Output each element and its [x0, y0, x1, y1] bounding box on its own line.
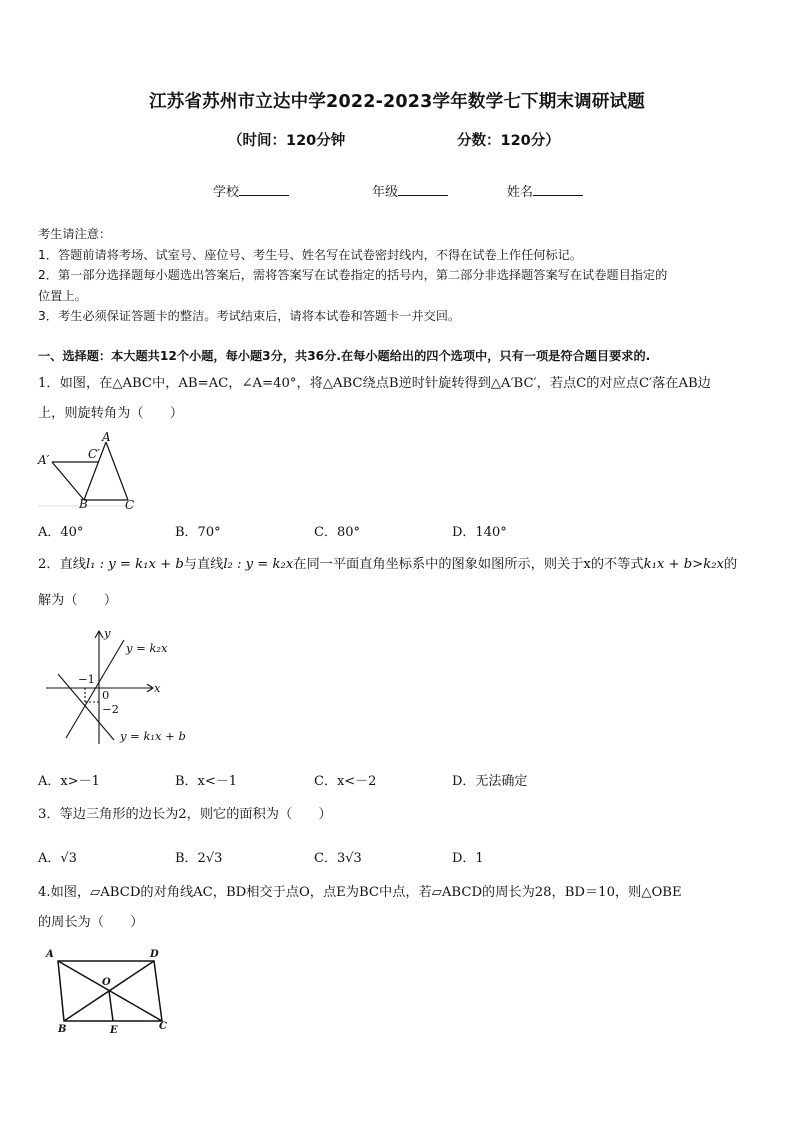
grade-blank [398, 183, 448, 196]
notice-item: 1．答题前请将考场、试室号、座位号、考生号、姓名写在试卷密封线内，不得在试卷上作任何标记。 [38, 247, 583, 262]
name-label: 姓名 [507, 185, 534, 200]
school-field [213, 181, 289, 200]
notice-heading: 考生请注意： [38, 227, 112, 241]
notice-block [38, 224, 760, 327]
notice-item: 位置上。 [38, 288, 87, 303]
q3-option-d[interactable]: D．1 [452, 851, 484, 866]
q2-line-l1: l₁ : y = k₁x + b [85, 557, 184, 572]
q2-line-k2x [66, 640, 124, 738]
q1-option-a[interactable]: A．40° [38, 525, 84, 540]
q2-option-a[interactable]: A．x>－1 [38, 774, 100, 789]
q4-label-a: A [46, 949, 54, 960]
q2-figure [40, 626, 190, 748]
q2-text: 在同一平面直角坐标系中的图象如图所示，则关于x的不等式 [293, 557, 644, 572]
grade-field [372, 181, 448, 200]
school-label: 学校 [213, 185, 240, 200]
q2-line2: 解为（ ） [38, 593, 118, 608]
q1-edge-ac [106, 442, 128, 500]
q1-option-d[interactable]: D．140° [452, 525, 507, 540]
q1-label-a: A [102, 430, 111, 444]
q3-option-a[interactable]: A．√3 [38, 851, 77, 866]
question-2 [38, 554, 763, 612]
q2-text: 与直线 [183, 557, 224, 572]
q4-line2: 的周长为（ ） [38, 915, 144, 930]
q2-text: 的 [723, 557, 738, 572]
school-blank [239, 183, 289, 196]
q2-option-b[interactable]: B．x<－1 [175, 774, 238, 789]
q1-label-a-prime: A′ [38, 453, 50, 467]
q4-label-o: O [102, 977, 111, 988]
question-3 [38, 804, 763, 826]
q3-option-b[interactable]: B．2√3 [175, 851, 223, 866]
notice-item: 3．考生必须保证答题卡的整洁。考试结束后，请将本试卷和答题卡一并交回。 [38, 309, 461, 323]
q4-label-b: B [58, 1024, 67, 1035]
page-title: 江苏省苏州市立达中学2022-2023学年数学七下期末调研试题 [149, 92, 645, 112]
q2-line1 [38, 554, 763, 576]
q2-label-l1: y = k₁x + b [120, 729, 186, 743]
q2-y-label: y [104, 626, 111, 640]
q3-line1: 3．等边三角形的边长为2，则它的面积为（ ） [38, 807, 332, 822]
q2-tick-neg1: −1 [78, 672, 95, 686]
q2-origin: 0 [102, 688, 110, 702]
question-4 [38, 882, 763, 934]
q2-x-label: x [154, 681, 161, 695]
q4-label-c: C [159, 1021, 167, 1032]
question-1 [38, 373, 763, 425]
q2-option-c[interactable]: C．x<－2 [314, 774, 377, 789]
q2-label-l2: y = k₂x [126, 641, 168, 655]
q4-figure [42, 945, 177, 1037]
name-blank [533, 183, 583, 196]
q4-label-d: D [150, 949, 159, 960]
q3-option-c[interactable]: C．3√3 [314, 851, 362, 866]
q1-label-b: B [79, 497, 88, 511]
grade-label: 年级 [372, 185, 399, 200]
section-heading: 一、选择题：本大题共12个小题，每小题3分，共36分.在每小题给出的四个选项中，只有一项是符合题目要求的. [38, 349, 651, 363]
q2-inequality: k₁x + b>k₂x [643, 557, 724, 572]
exam-time: （时间：120分钟 [228, 133, 346, 149]
name-field [507, 181, 583, 200]
exam-score: 分数：120分） [457, 133, 560, 149]
q1-label-c: C [125, 498, 135, 512]
notice-item: 2．第一部分选择题每小题选出答案后，需将答案写在试卷指定的括号内，第二部分非选择题答案写在试卷题目指定的 [38, 268, 668, 282]
q1-figure [36, 430, 140, 512]
q2-tick-neg2: −2 [102, 702, 119, 716]
q2-option-d[interactable]: D．无法确定 [452, 774, 528, 789]
q1-edge-a2b [52, 462, 84, 500]
q2-text: 2．直线 [38, 557, 86, 572]
q4-line1: 4.如图，▱ABCD的对角线AC，BD相交于点O，点E为BC中点，若▱ABCD的周长为28，BD＝10，则△OBE [38, 885, 682, 900]
q1-line1: 1．如图，在△ABC中，AB=AC，∠A=40°，将△ABC绕点B逆时针旋转得到△A′BC′，若点C的对应点C′落在AB边 [38, 376, 711, 391]
q1-option-b[interactable]: B．70° [175, 525, 221, 540]
q1-label-c-prime: C′ [88, 447, 100, 461]
q1-option-c[interactable]: C．80° [314, 525, 360, 540]
q4-segment-oe [109, 991, 113, 1021]
q1-line2: 上，则旋转角为（ ） [38, 406, 184, 421]
q4-label-e: E [110, 1025, 118, 1036]
q2-line-l2: l₂ : y = k₂x [223, 557, 294, 572]
